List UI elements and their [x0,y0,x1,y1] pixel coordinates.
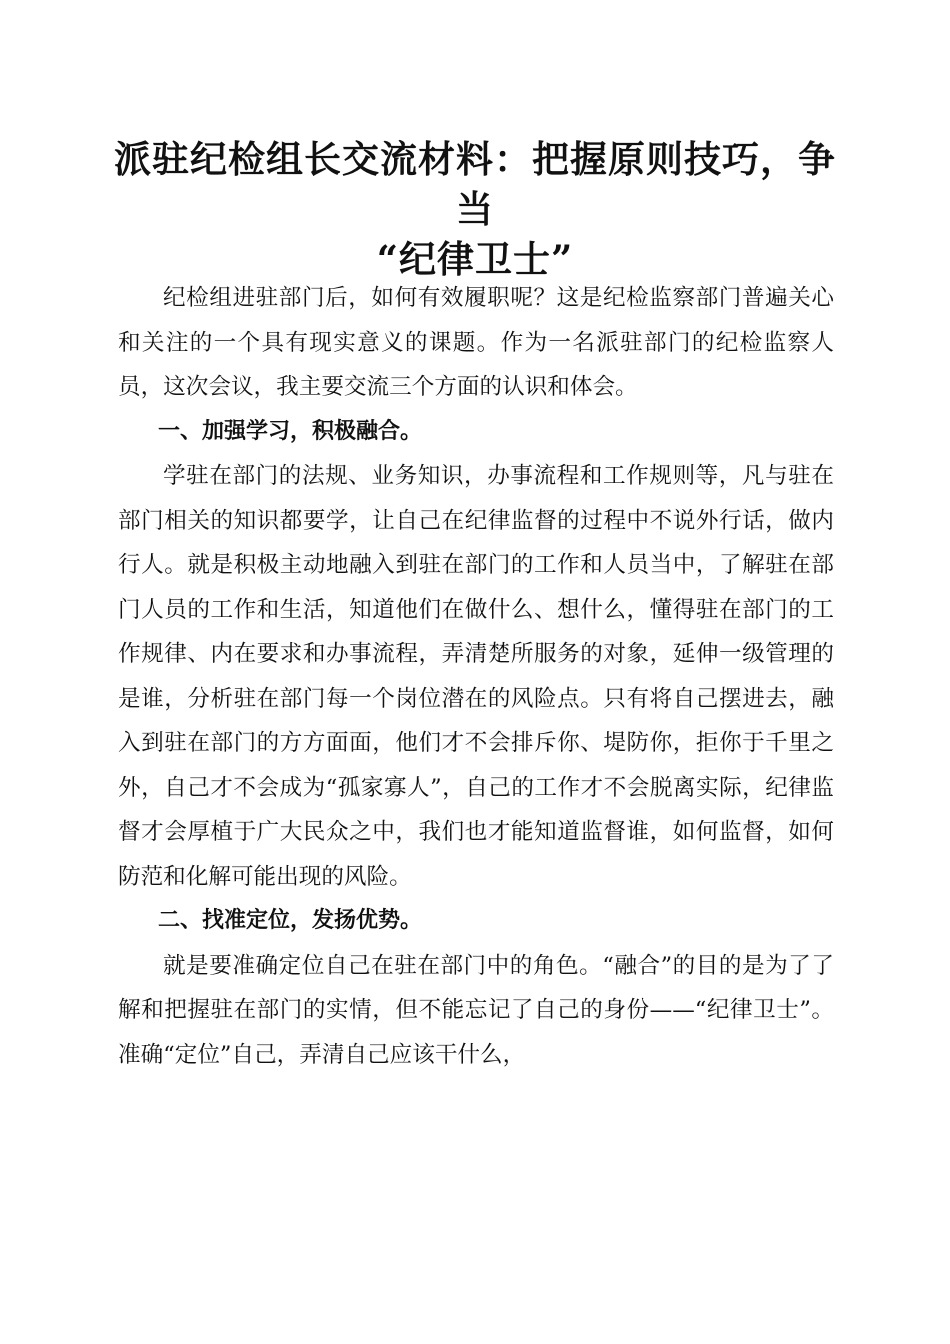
section-2-paragraph: 就是要准确定位自己在驻在部门中的角色。“融合”的目的是为了了解和把握驻在部门的实情，但不能忘记了自己的身份——“纪律卫士”。准确“定位”自己，弄清自己应该干什么， [118,952,834,1068]
title-line-1: 派驻纪检组长交流材料：把握原则技巧，争当 [114,137,836,231]
section-1-heading: 一、加强学习，积极融合。 [158,418,423,444]
section-2-heading: 二、找准定位，发扬优势。 [158,908,423,933]
section-1-paragraph: 学驻在部门的法规、业务知识，办事流程和工作规则等，凡与驻在部门相关的知识都要学，让自己在纪律监督的过程中不说外行话，做内行人。就是积极主动地融入到驻在部门的工作和人员当中，了解驻在部门人员的工作和生活，知道他们在做什么、想什么，懂得驻在部门的工作规律、内在要求和办事流程，弄清楚所服务的对象，延伸一级管理的是谁，分析驻在部门每一个岗位潜在的风险点。只有将自己摆进去，融入到驻在部门的方方面面，他们才不会排斥你、堤防你，拒你于千里之外，自己才不会成为“孤家寡人”，自己的工作才不会脱离实际，纪律监督才会厚植于广大民众之中，我们也才能知道监督谁，如何监督，如何防范和化解可能出现的风险。 [118,463,834,890]
document-body [118,276,834,1077]
document-title [100,134,850,284]
intro-paragraph: 纪检组进驻部门后，如何有效履职呢？这是纪检监察部门普遍关心和关注的一个具有现实意义的课题。作为一名派驻部门的纪检监察人员，这次会议，我主要交流三个方面的认识和体会。 [118,285,834,400]
title-line-2: “纪律卫士” [376,237,574,281]
